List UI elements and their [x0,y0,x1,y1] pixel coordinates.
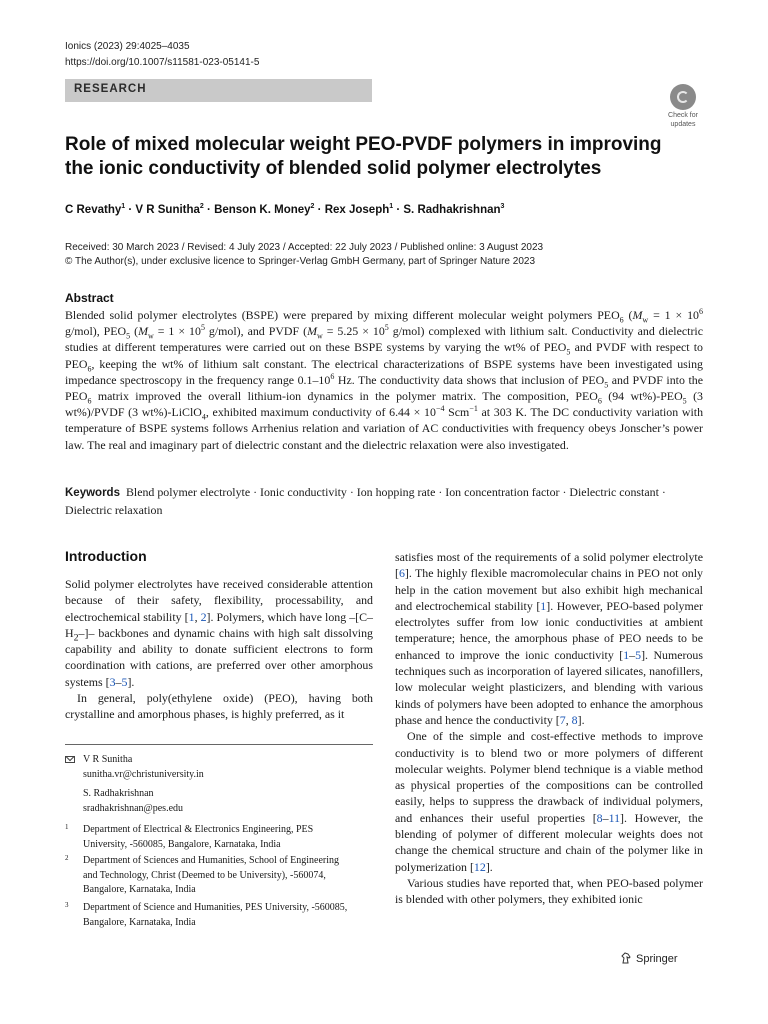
publisher-footer [620,952,678,965]
publication-dates [65,241,543,269]
author-name[interactable]: Rex Joseph [324,204,390,216]
author-separator: · [393,204,404,216]
corresponding-author [83,787,183,816]
corresponding-email[interactable]: sradhakrishnan@pes.edu [83,802,184,814]
citation-link[interactable]: 5 [635,647,642,662]
corresponding-author [83,753,204,782]
author-affiliation-mark: 2 [199,203,204,211]
corresponding-email[interactable]: sunitha.vr@christuniversity.in [83,768,204,780]
copyright-line: © The Author(s), under exclusive licence to Springer-Verlag GmbH Germany, part of Springer Nature 2023 [65,256,535,267]
citation-link[interactable]: 5 [121,674,128,689]
author-separator: · [314,204,325,216]
affiliation-text: Department of Electrical & Electronics Engineering, PES University, -560085, Bangalore, Karnataka, India [83,824,314,850]
affiliation-text: Department of Sciences and Humanities, School of Engineering and Technology, Christ (Deemed to be University), -560074, Bangalore, Karnataka, India [83,855,340,895]
citation-link[interactable]: 1 [540,598,547,613]
section-label: RESEARCH [74,83,147,95]
article-title: Role of mixed molecular weight PEO-PVDF polymers in improving the ionic conductivity of blended solid polymer electrolytes [65,134,662,179]
author-name[interactable]: V R Sunitha [135,204,200,216]
citation-link[interactable]: 11 [608,810,621,825]
corresponding-name: V R Sunitha [83,754,133,765]
keywords-label: Keywords [65,487,120,499]
citation-link[interactable]: 2 [200,609,207,624]
author-affiliation-mark: 3 [500,203,505,211]
citation-link[interactable]: 8 [571,712,578,727]
check-updates-line1: Check for [668,112,698,119]
introduction-heading: Introduction [65,548,147,564]
author-affiliation-mark: 1 [121,203,126,211]
author-affiliation-mark: 2 [310,203,315,211]
affiliation-number: 2 [65,854,69,862]
citation-link[interactable]: 1 [188,609,195,624]
affiliation-text: Department of Science and Humanities, PES University, -560085, Bangalore, Karnataka, India [83,902,348,928]
author-separator: · [203,204,215,216]
body-paragraph: Solid polymer electrolytes have received considerable attention because of their safety, flexibility, processability, and electrochemical stability [1, 2]. Polymers, which have long $-[C-H_2-]-$ backbones and dynamic chains with high salt dissolving capability and ability to donate sufficient electrons to form coordination with cations, are preferred over other amorphous systems [3–5]. [65,577,373,689]
footnote-divider [65,744,373,745]
author-name[interactable]: S. Radhakrishnan [403,204,501,216]
history-dates: Received: 30 March 2023 / Revised: 4 July 2023 / Accepted: 22 July 2023 / Published online: 3 August 2023 [65,242,544,253]
author-affiliation-mark: 1 [389,203,394,211]
right-column [395,549,703,908]
affiliation-number: 1 [65,823,69,831]
citation-link[interactable]: 1 [623,647,630,662]
author-list [65,204,504,216]
section-label-bar [65,79,372,102]
body-paragraph: One of the simple and cost-effective methods to improve conductivity is to blend two or more polymers of different molecular weights. Polymer blend technique is a viable method as physical properties of the compositions can be controlled easily, helps to suppress the drawback of individual polymers, and enhances their useful properties [8–11]. However, the blending of polymer of different molecular weights does not change the chemical structure and chain of the polymer like in polymerization [12]. [395,729,703,874]
keywords-section [65,484,703,518]
abstract-section [65,291,703,453]
check-for-updates-badge[interactable] [664,84,702,128]
body-paragraph-continued: satisfies most of the requirements of a solid polymer electrolyte [6]. The highly flexible macromolecular chains in PEO not only help in the cation movement but also exhibit high mechanical and electrochemical stability [1]. However, PEO-based polymer electrolytes suffer from low ionic conductivities at ambient temperature; hence, the amorphous phase of PEO needs to be enhanced to improve the ionic conductivity [1–5]. Numerous techniques such as incorporation of layered silicates, nanofillers, low molecular weight plasticizers, and blending with various kinds of polymers have been adopted to enhance the amorphous phase and hence the conductivity [7, 8]. [395,550,703,727]
envelope-icon [65,756,75,763]
author-separator: · [125,204,136,216]
affiliation-number: 3 [65,901,69,909]
citation-link[interactable]: 8 [596,810,603,825]
check-updates-icon [670,84,696,110]
doi-link[interactable]: https://doi.org/10.1007/s11581-023-05141-5 [65,57,260,68]
author-name[interactable]: Benson K. Money [214,204,311,216]
citation-link[interactable]: 3 [109,674,116,689]
corresponding-name: S. Radhakrishnan [83,788,154,799]
abstract-text: Blended solid polymer electrolytes (BSPE) were prepared by mixing different molecular weight polymers $PEO_6$ ($M_w = 1 \times 10^6$ g/mol), $PEO_5$ ($M_w = 1 \times 10^5$ g/mol), and PVDF ($M_w = 5.25 \times 10^5$ g/mol) complexed with lithium salt. Conductivity and dielectric studies at different temperatures were carried out on these BSPE systems by varying the wt% of $PEO_5$ and PVDF with respect to $PEO_6$, keeping the wt% of lithium salt constant. The electrical characterizations of BSPE systems have been investigated using impedance spectroscopy in the frequency range $0.1-10^6$ Hz. The conductivity data shows that inclusion of $PEO_5$ and PVDF into the $PEO_6$ matrix improved the overall lithium-ion dynamics in the polymer matrix. The composition, $PEO_6$ (94 $wt\%)-PEO_5$ (3 wt%)/PVDF (3 wt%)-LiClO$_4$, exhibited maximum conductivity of $6.44 \times 10^{-4}$ Scm$^{-1}$ at 303 K. The DC conductivity variation with temperature of BSPE systems follows Arrhenius relation and variation of AC conductivities with frequency obeys Jonscher’s power law. The real and imaginary part of dielectric constant and the dielectric relaxation were also investigated. [65,307,704,452]
keywords-list: Blend polymer electrolyte · Ionic conductivity · Ion hopping rate · Ion concentration factor · Dielectric constant · Dielectric relaxation [65,485,666,517]
springer-horse-icon [620,952,632,964]
author-name[interactable]: C Revathy [65,204,122,216]
publisher-name: Springer [636,953,678,965]
citation-link[interactable]: 12 [473,859,486,874]
check-updates-line2: updates [670,121,696,128]
body-paragraph-split: In general, poly(ethylene oxide) (PEO), having both crystalline and amorphous phases, is highly preferred, as it [65,691,373,722]
citation-link[interactable]: 7 [559,712,566,727]
journal-meta [65,39,259,71]
journal-citation: Ionics (2023) 29:4025–4035 [65,41,190,52]
abstract-heading: Abstract [65,291,114,305]
body-paragraph: Various studies have reported that, when PEO-based polymer is blended with other polymers, they exhibited ionic [395,875,703,907]
left-column [65,546,373,723]
citation-link[interactable]: 6 [398,566,405,581]
